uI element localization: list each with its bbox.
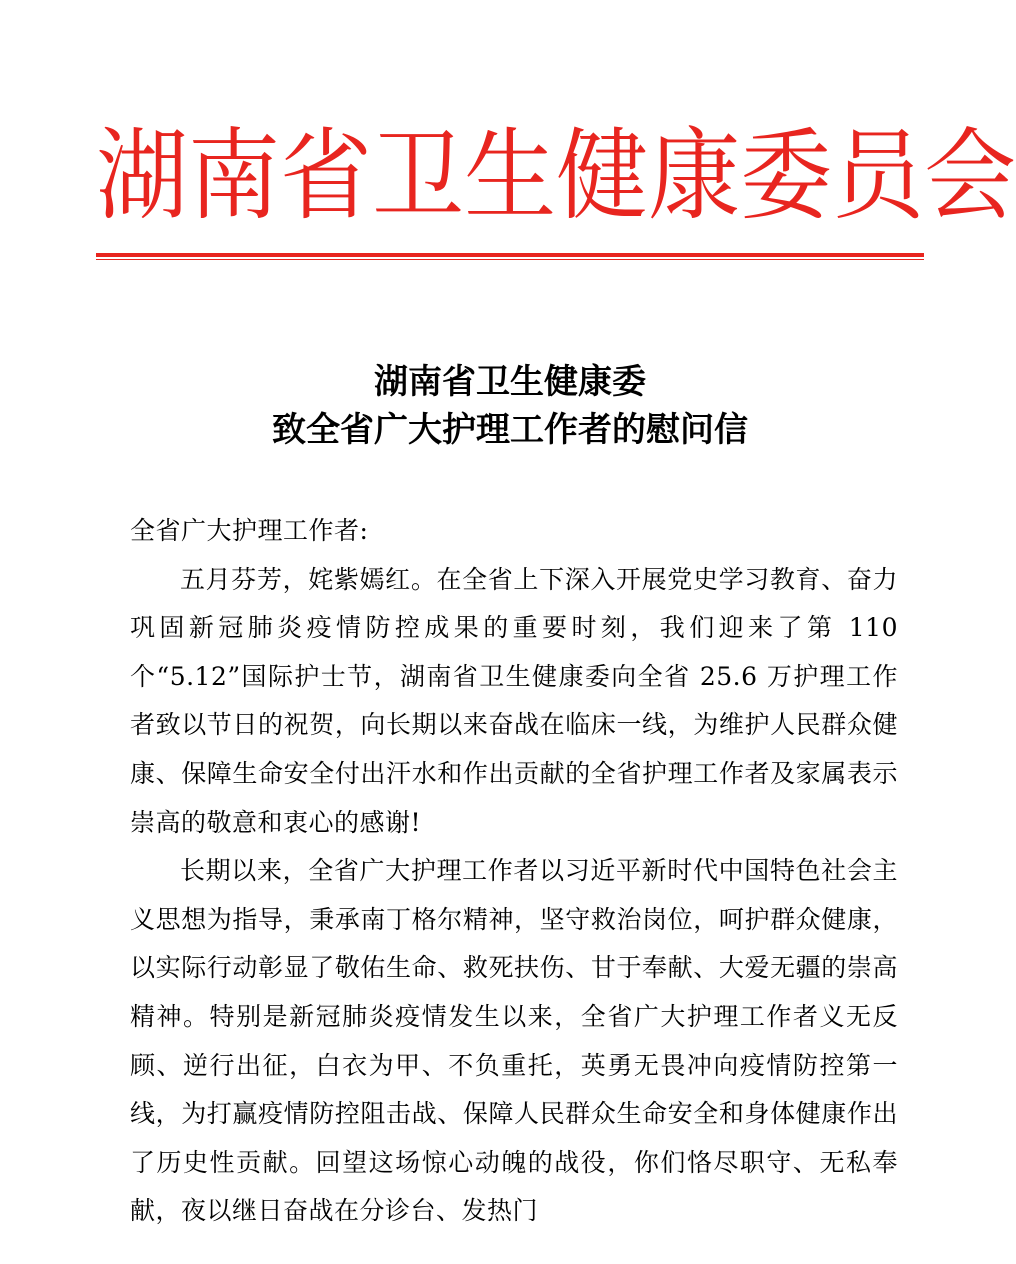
document-title-line-1: 湖南省卫生健康委	[374, 362, 646, 402]
masthead-char: 南	[188, 118, 281, 234]
masthead-char: 康	[648, 118, 741, 234]
masthead-char: 委	[740, 118, 833, 234]
masthead-char: 湖	[96, 118, 189, 234]
masthead-divider-thin	[96, 259, 924, 260]
document-title-line-2: 致全省广大护理工作者的慰问信	[272, 410, 748, 450]
masthead-char: 生	[464, 118, 557, 234]
letter-salutation: 全省广大护理工作者:	[130, 516, 369, 545]
masthead-org-name	[96, 98, 1016, 238]
letter-paragraph-1: 五月芬芳，姹紫嫣红。在全省上下深入开展党史学习教育、奋力巩固新冠肺炎疫情防控成果的重要时刻，我们迎来了第 110 个“5.12”国际护士节，湖南省卫生健康委向全省 25.6 万护理工作者致以节日的祝贺，向长期以来奋战在临床一线，为维护人民群众健康、保障生命安全付出汗水和作出贡献的全省护理工作者及家属表示崇高的敬意和衷心的感谢!	[130, 564, 898, 837]
masthead-char: 员	[832, 118, 925, 234]
masthead-char: 省	[280, 118, 373, 234]
masthead-divider	[96, 253, 924, 257]
letter-paragraph-2: 长期以来，全省广大护理工作者以习近平新时代中国特色社会主义思想为指导，秉承南丁格尔精神，坚守救治岗位，呵护群众健康，以实际行动彰显了敬佑生命、救死扶伤、甘于奉献、大爱无疆的崇高精神。特别是新冠肺炎疫情发生以来，全省广大护理工作者义无反顾、逆行出征，白衣为甲、不负重托，英勇无畏冲向疫情防控第一线，为打赢疫情防控阻击战、保障人民群众生命安全和身体健康作出了历史性贡献。回望这场惊心动魄的战役，你们恪尽职守、无私奉献，夜以继日奋战在分诊台、发热门	[130, 856, 898, 1226]
masthead-char: 卫	[372, 118, 465, 234]
document-title	[96, 358, 924, 454]
letter-body	[130, 507, 898, 1236]
masthead-char: 会	[924, 118, 1016, 234]
masthead-char: 健	[556, 118, 649, 234]
